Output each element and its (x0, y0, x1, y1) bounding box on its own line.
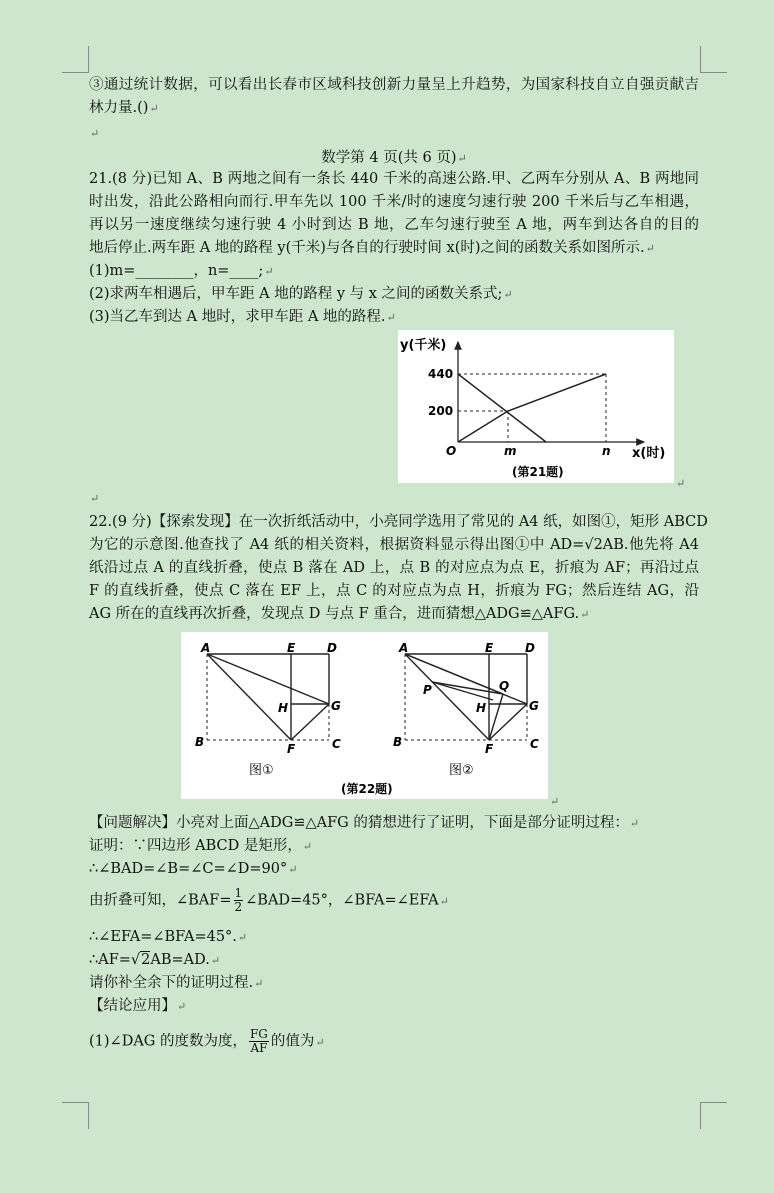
fraction-half: $\frac{1}{2}$ (234, 886, 243, 914)
return-mark: ↵ (676, 477, 686, 490)
tick-m: m (504, 444, 517, 458)
svg-text:B: B (195, 735, 205, 749)
car-yi-line (458, 374, 546, 442)
q21-part-3: (3)当乙车到达 A 地时，求甲车距 A 地的路程.↵ (89, 309, 396, 325)
tick-440: 440 (428, 367, 454, 381)
page-corner-mark (700, 46, 727, 73)
page-header: 数学第 4 页(共 6 页)↵ (321, 150, 467, 166)
svg-text:C: C (332, 737, 341, 751)
svg-text:E: E (485, 641, 494, 655)
proof-line-3: 由折叠可知，∠BAF= $\frac{1}{2}$ ∠BAD=45°，∠BFA=∠EFA↵ (89, 886, 449, 914)
conclusion-title: 【结论应用】↵ (89, 998, 187, 1014)
svg-text:E: E (287, 641, 296, 655)
svg-text:P: P (423, 683, 432, 697)
x-axis-label: x(时) (632, 446, 666, 461)
q22-figure (181, 632, 548, 799)
svg-text:A: A (399, 641, 409, 655)
q22-line-4: F 的直线折叠，使点 C 落在 EF 上，点 C 的对应点为点 H，折痕为 FG；然后连结 AG，沿 (89, 583, 699, 599)
blank-line: ↵ (90, 127, 100, 140)
q22-line-2: 为它的示意图.他查找了 A4 纸的相关资料，根据资料显示得出图①中 AD=√2AB.他先将 A4 (89, 537, 699, 553)
svg-text:H: H (278, 701, 289, 715)
blank-line: ↵ (90, 492, 100, 505)
y-axis-label: y(千米) (400, 338, 447, 353)
q22-line-5: AG 所在的直线再次折叠，发现点 D 与点 F 重合，进而猜想△ADG≌△AFG.↵ (89, 606, 590, 622)
q21-line-4: 地后停止.两车距 A 地的路程 y(千米)与各自的行驶时间 x(时)之间的函数关系如图所示.↵ (89, 240, 655, 256)
tick-200: 200 (428, 404, 454, 418)
tick-n: n (602, 444, 611, 458)
svg-text:A: A (201, 641, 211, 655)
fig1-label: 图① (249, 763, 274, 778)
svg-text:C: C (530, 737, 539, 751)
svg-text:F: F (485, 742, 494, 756)
svg-text:H: H (476, 701, 487, 715)
proof-line-6: 请你补全余下的证明过程.↵ (89, 975, 264, 991)
q21-part-1: (1)m=________，n=____;↵ (89, 263, 274, 279)
q22-line-1: 22.(9 分)【探索发现】在一次折纸活动中，小亮同学选用了常见的 A4 纸，如图①，矩形 ABCD (89, 514, 708, 530)
q22-caption: (第22题) (341, 782, 393, 796)
proof-line-4: ∴∠EFA=∠BFA=45°.↵ (89, 929, 248, 945)
svg-text:B: B (393, 735, 403, 749)
intro-line-2: 林力量.()↵ (89, 100, 159, 116)
q21-caption: (第21题) (512, 465, 564, 479)
svg-text:Q: Q (499, 679, 510, 693)
svg-text:G: G (331, 699, 341, 713)
problem-solve-line: 【问题解决】小亮对上面△ADG≌△AFG 的猜想进行了证明，下面是部分证明过程：↵ (89, 815, 640, 831)
q21-part-2: (2)求两车相遇后，甲车距 A 地的路程 y 与 x 之间的函数关系式;↵ (89, 286, 513, 302)
page-corner-mark (62, 46, 89, 73)
origin-label: O (446, 444, 457, 458)
proof-line-1: 证明：∵四边形 ABCD 是矩形，↵ (89, 838, 313, 854)
proof-line-2: ∴∠BAD=∠B=∠C=∠D=90°↵ (89, 861, 298, 877)
svg-text:G: G (529, 699, 539, 713)
figure-1 (195, 641, 341, 778)
svg-text:F: F (287, 742, 296, 756)
page-corner-mark (700, 1102, 727, 1129)
page-corner-mark (62, 1102, 89, 1129)
proof-line-5: ∴AF=√2AB=AD.↵ (89, 952, 221, 968)
return-mark: ↵ (550, 795, 560, 808)
svg-text:D: D (327, 641, 337, 655)
svg-text:D: D (525, 641, 535, 655)
q21-line-1: 21.(8 分)已知 A、B 两地之间有一条长 440 千米的高速公路.甲、乙两车分别从 A、B 两地同 (89, 171, 699, 187)
application-line-1: (1)∠DAG 的度数为度， $\frac{FG}{AF}$ 的值为↵ (89, 1027, 325, 1055)
q21-line-3: 再以另一速度继续匀速行驶 4 小时到达 B 地，乙车匀速行驶至 A 地，两车到达各自的目的 (89, 217, 699, 233)
q21-figure (398, 330, 674, 483)
figure-2 (393, 641, 539, 778)
q22-line-3: 纸沿过点 A 的直线折叠，使点 B 落在 AD 上，点 B 的对应点为点 E，折痕为 AF；再沿过点 (89, 560, 699, 576)
q21-line-2: 时出发，沿此公路相向而行.甲车先以 100 千米/时的速度匀速行驶 200 千米后与乙车相遇， (89, 194, 699, 210)
fig2-label: 图② (449, 763, 474, 778)
intro-line-1: ③通过统计数据，可以看出长春市区域科技创新力量呈上升趋势，为国家科技自立自强贡献吉 (89, 77, 699, 93)
fraction-fg-af: $\frac{FG}{AF}$ (249, 1027, 268, 1055)
